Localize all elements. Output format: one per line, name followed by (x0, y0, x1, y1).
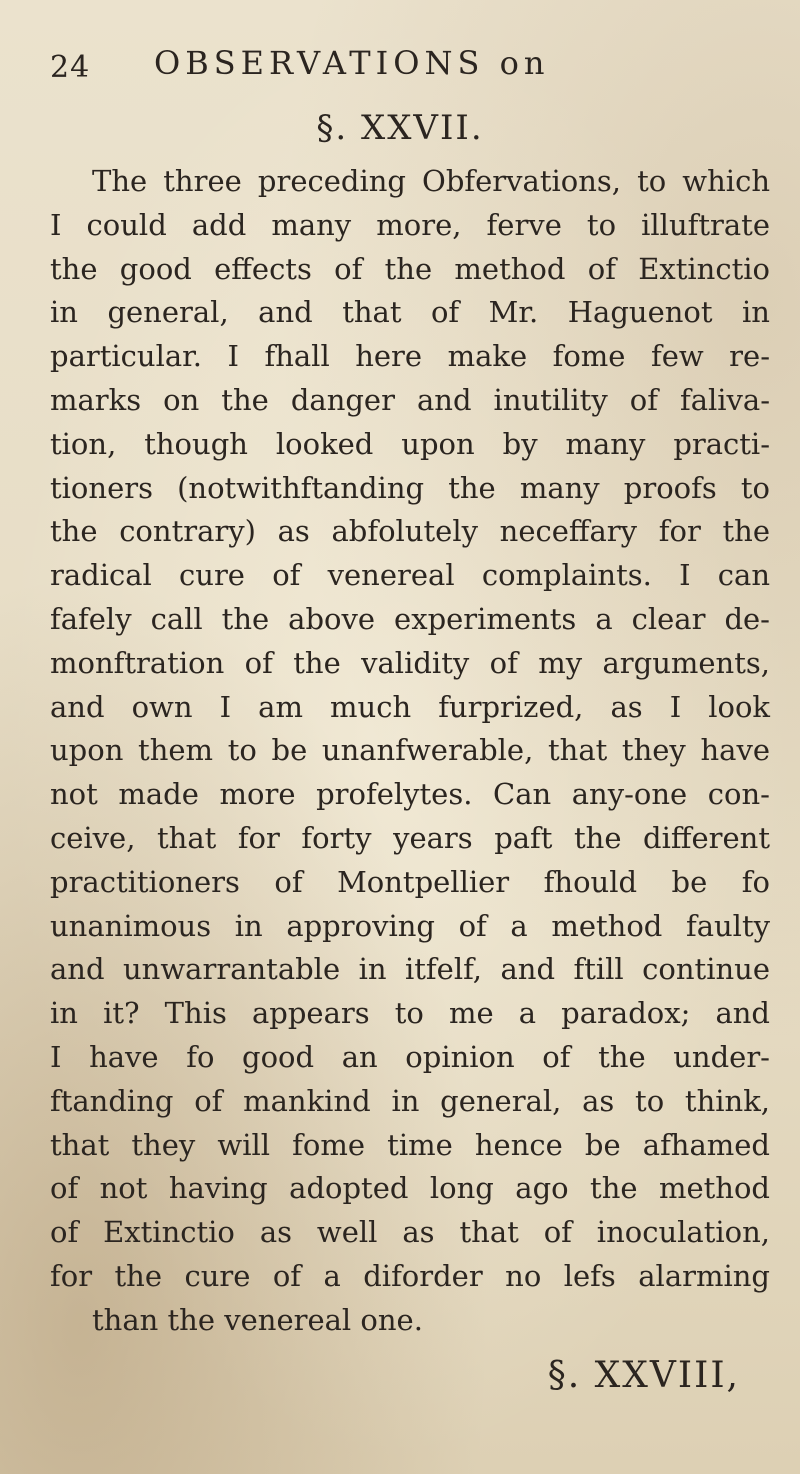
body-paragraph (50, 160, 770, 1343)
text-line: upon them to be unanfwerable, that they have (50, 733, 770, 768)
text-line: marks on the danger and inutility of faliva- (50, 382, 770, 417)
text-line: that they will fome time hence be afhamed (50, 1127, 770, 1162)
text-line: ftanding of mankind in general, as to think, (50, 1083, 770, 1118)
catchword: §. XXVIII, (547, 1355, 740, 1396)
text-line: in it? This appears to me a paradox; and (50, 996, 770, 1031)
text-line: of not having adopted long ago the method (50, 1171, 770, 1206)
text-line: I could add many more, ferve to illuftrate (50, 207, 770, 242)
text-line: tion, though looked upon by many practi- (50, 426, 770, 461)
text-line: tioners (notwithftanding the many proofs to (50, 470, 770, 505)
section-heading: §. XXVII. (316, 108, 484, 148)
text-line: and own I am much furprized, as I look (50, 689, 770, 724)
text-line: the contrary) as abfolutely neceffary for the (50, 514, 770, 549)
text-line: unanimous in approving of a method faulty (50, 908, 770, 943)
text-line: particular. I fhall here make fome few re- (50, 339, 770, 374)
text-line: in general, and that of Mr. Haguenot in (50, 295, 770, 330)
text-line: fafely call the above experiments a clear de- (50, 601, 770, 636)
text-line: I have fo good an opinion of the under- (50, 1039, 770, 1074)
text-line: and unwarrantable in itfelf, and ftill continue (50, 952, 770, 987)
running-head (50, 44, 770, 90)
text-line: monftration of the validity of my arguments, (50, 645, 770, 680)
text-line: not made more profelytes. Can any-one con- (50, 777, 770, 812)
text-line: the good effects of the method of Extinctio (50, 251, 770, 286)
text-line: for the cure of a diforder no lefs alarming (50, 1258, 770, 1293)
text-line: The three preceding Obfervations, to which (92, 164, 770, 198)
text-line: than the venereal one. (92, 1302, 423, 1337)
text-line: ceive, that for forty years paft the different (50, 820, 770, 855)
text-line: radical cure of venereal complaints. I can (50, 558, 770, 593)
text-line: of Extinctio as well as that of inoculation, (50, 1215, 770, 1250)
page-number: 24 (50, 50, 91, 85)
running-title: OBSERVATIONS on (154, 44, 550, 82)
text-line: practitioners of Montpellier fhould be fo (50, 864, 770, 899)
